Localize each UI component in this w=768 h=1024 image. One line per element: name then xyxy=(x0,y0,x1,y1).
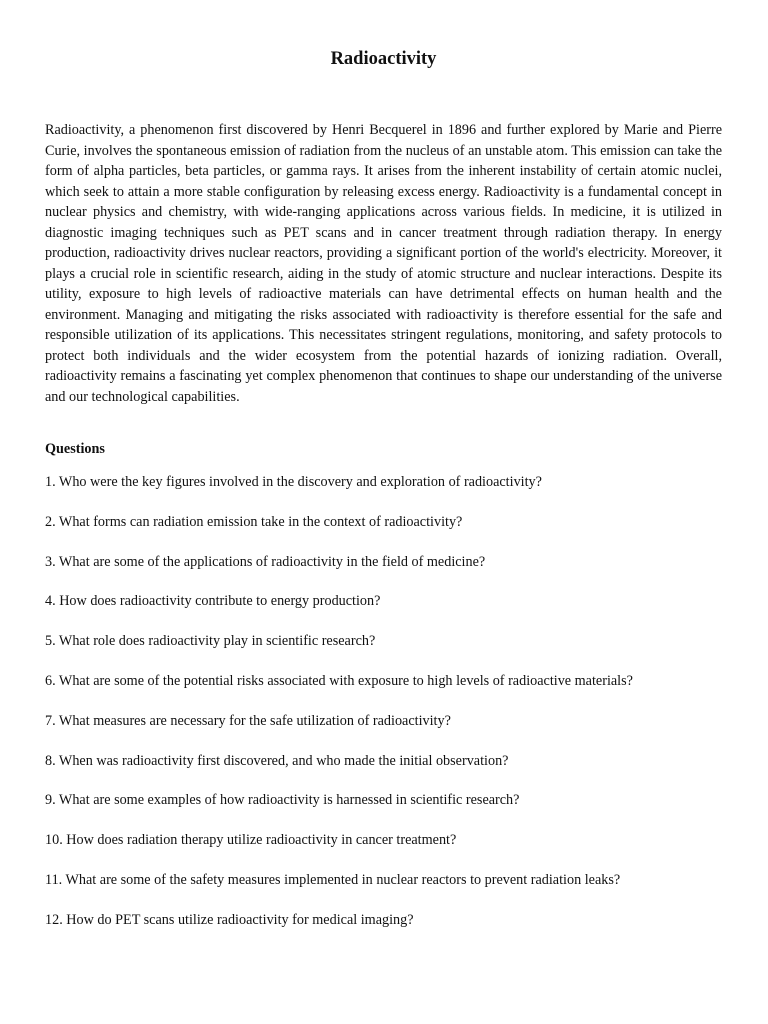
question-item: 4. How does radioactivity contribute to energy production? xyxy=(45,593,381,610)
question-item: 9. What are some examples of how radioactivity is harnessed in scientific research? xyxy=(45,792,520,809)
questions-list xyxy=(45,472,722,950)
question-item: 5. What role does radioactivity play in scientific research? xyxy=(45,633,376,650)
question-item: 7. What measures are necessary for the safe utilization of radioactivity? xyxy=(45,712,451,729)
question-item: 2. What forms can radiation emission take in the context of radioactivity? xyxy=(45,513,463,530)
question-item: 8. When was radioactivity first discovered, and who made the initial observation? xyxy=(45,752,509,769)
question-item: 3. What are some of the applications of radioactivity in the field of medicine? xyxy=(45,553,486,570)
question-item: 6. What are some of the potential risks associated with exposure to high levels of radioactive materials? xyxy=(45,672,633,689)
question-item: 11. What are some of the safety measures implemented in nuclear reactors to prevent radiation leaks? xyxy=(45,871,621,888)
questions-heading: Questions xyxy=(45,441,105,457)
intro-paragraph: Radioactivity, a phenomenon first discovered by Henri Becquerel in 1896 and further explored by Marie and Pierre Curie, involves the spontaneous emission of radiation from the nucleus of an unstable atom. This emission can take the form of alpha particles, beta particles, or gamma rays. It arises from the inherent instability of certain atomic nuclei, which seek to attain a more stable configuration by releasing excess energy. Radioactivity is a fundamental concept in nuclear physics and chemistry, with wide-ranging applications across various fields. In medicine, it is utilized in diagnostic imaging techniques such as PET scans and in cancer treatment through radiation therapy. In energy production, radioactivity drives nuclear reactors, providing a significant portion of the world's electricity. Moreover, it plays a crucial role in scientific research, aiding in the study of atomic structure and nuclear interactions. Despite its utility, exposure to high levels of radioactive materials can have detrimental effects on human health and the environment. Managing and mitigating the risks associated with radioactivity is therefore essential for the safe and responsible utilization of its applications. This necessitates stringent regulations, monitoring, and safety protocols to protect both individuals and the wider ecosystem from the potential hazards of ionizing radiation. Overall, radioactivity remains a fascinating yet complex phenomenon that continues to shape our understanding of the universe and our technological capabilities. xyxy=(45,122,722,405)
page-title: Radioactivity xyxy=(330,49,437,69)
question-item: 1. Who were the key figures involved in the discovery and exploration of radioactivity? xyxy=(45,474,542,490)
question-item: 10. How does radiation therapy utilize radioactivity in cancer treatment? xyxy=(45,832,457,849)
question-item: 12. How do PET scans utilize radioactivity for medical imaging? xyxy=(45,911,414,928)
